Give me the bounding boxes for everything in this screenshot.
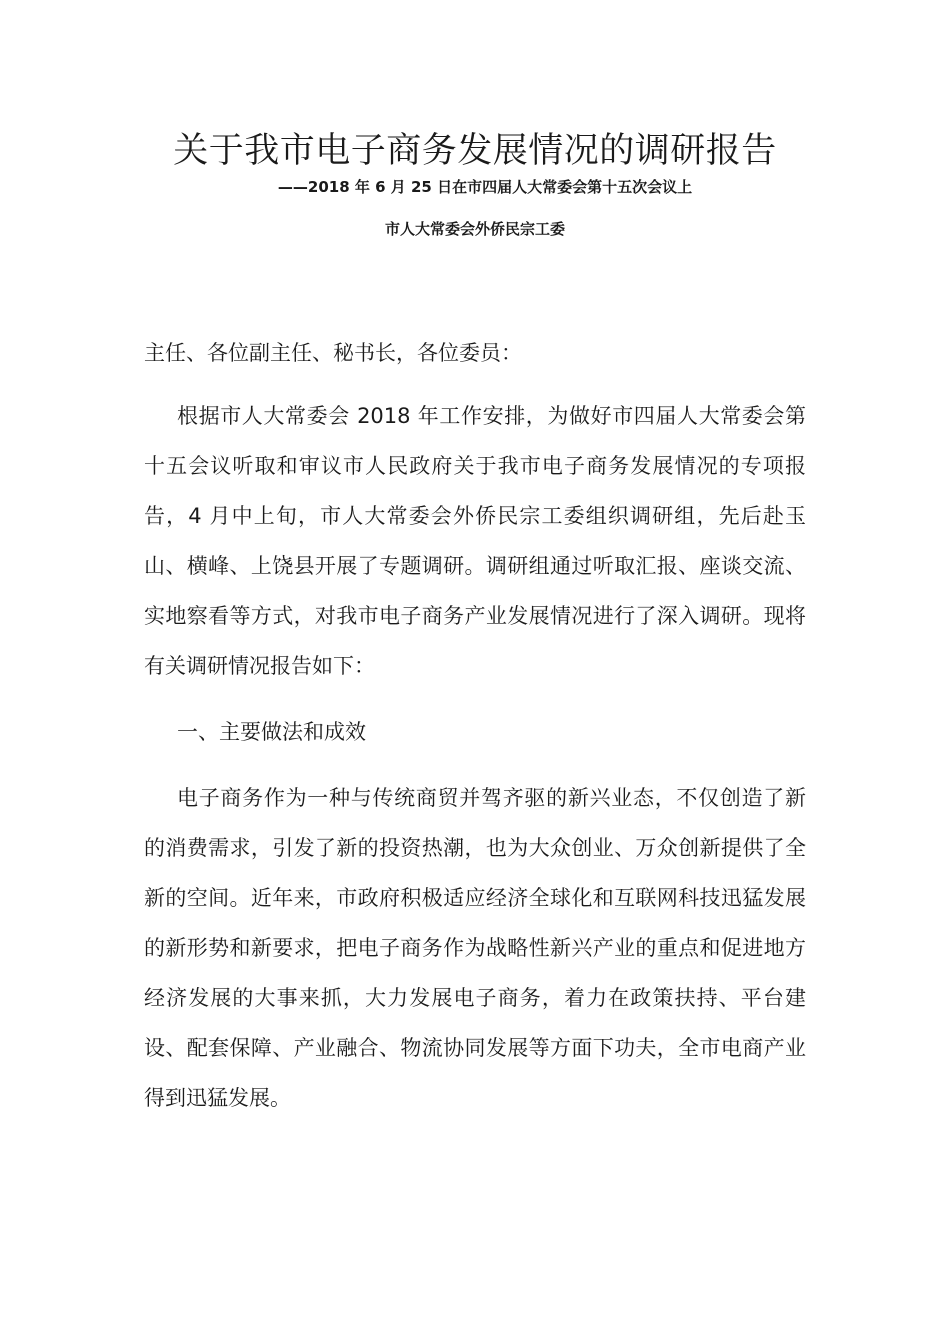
section-heading: 一、主要做法和成效 — [177, 720, 366, 744]
paragraph-overview: 电子商务作为一种与传统商贸并驾齐驱的新兴业态，不仅创造了新的消费需求，引发了新的投资热潮，也为大众创业、万众创新提供了全新的空间。近年来，市政府积极适应经济全球化和互联网科技迅猛发展的新形势和新要求，把电子商务作为战略性新兴产业的重点和促进地方经济发展的大事来抓，大力发展电子商务，着力在政策扶持、平台建设、配套保障、产业融合、物流协同发展等方面下功夫，全市电商产业得到迅猛发展。 — [144, 786, 806, 1110]
document-subtitle: ——2018 年 6 月 25 日在市四届人大常委会第十五次会议上 — [277, 178, 693, 196]
salutation: 主任、各位副主任、秘书长，各位委员： — [144, 341, 522, 365]
paragraph-intro: 根据市人大常委会 2018 年工作安排，为做好市四届人大常委会第十五会议听取和审议市人民政府关于我市电子商务发展情况的专项报告，4 月中上旬，市人大常委会外侨民宗工委组织调研组，先后赴玉山、横峰、上饶县开展了专题调研。调研组通过听取汇报、座谈交流、实地察看等方式，对我市电子商务产业发展情况进行了深入调研。现将有关调研情况报告如下： — [144, 404, 806, 678]
document-title: 关于我市电子商务发展情况的调研报告 — [173, 131, 777, 171]
document-author: 市人大常委会外侨民宗工委 — [384, 220, 565, 238]
